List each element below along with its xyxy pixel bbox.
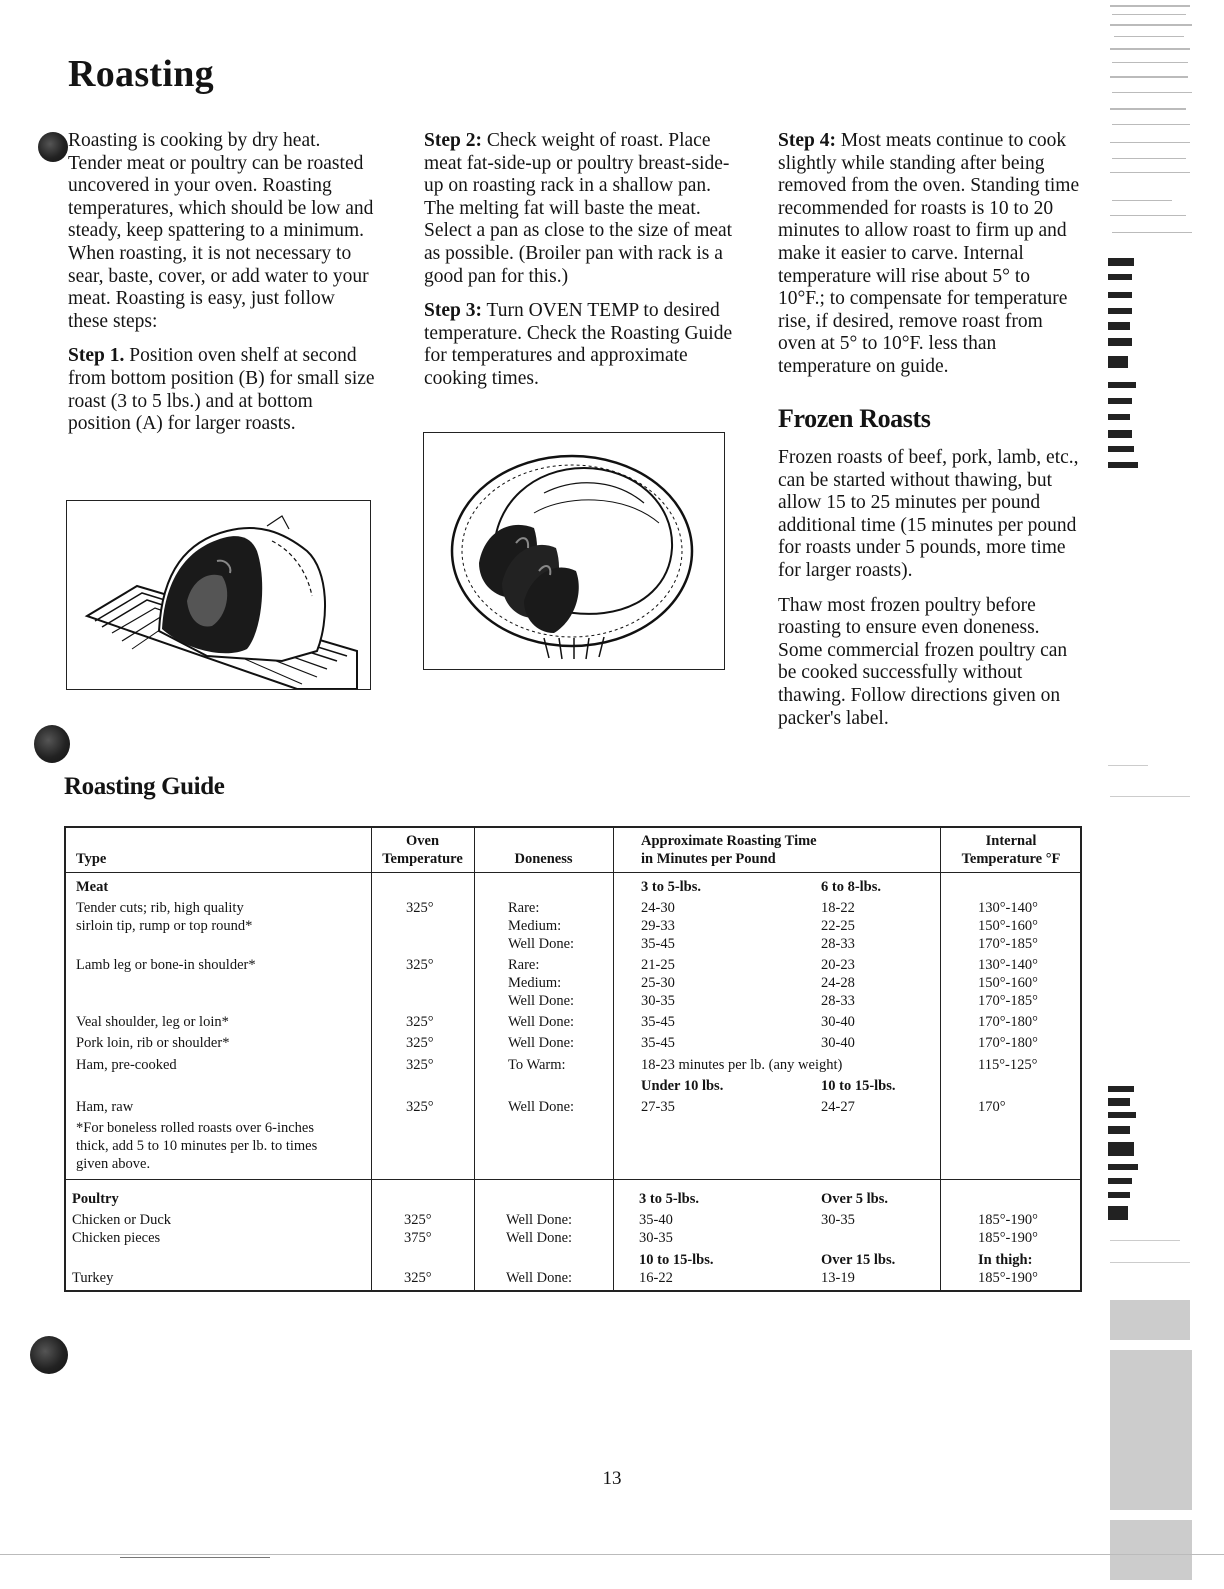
header-oven-2: Temperature: [382, 851, 463, 867]
ham-weight-10-15: 10 to 15-lbs.: [821, 1078, 896, 1094]
boneless-note-2: thick, add 5 to 10 minutes per lb. to times: [76, 1138, 318, 1154]
row-pieces-int: 185°-190°: [978, 1230, 1038, 1246]
row-chicken-temp: 325°: [404, 1212, 432, 1228]
row-tender-temp: 325°: [406, 900, 434, 916]
row-veal-temp: 325°: [406, 1014, 434, 1030]
row-pieces-temp: 375°: [404, 1230, 432, 1246]
row-lamb-b-medium: 24-28: [821, 975, 855, 991]
row-lamb-b-well: 28-33: [821, 993, 855, 1009]
header-time-2: in Minutes per Pound: [641, 851, 776, 867]
row-turkey-a: 16-22: [639, 1270, 673, 1286]
roasting-guide-table: [64, 826, 1082, 1292]
row-pork-temp: 325°: [406, 1035, 434, 1051]
row-ham-precooked-int: 115°-125°: [978, 1057, 1038, 1073]
row-veal-int: 170°-180°: [978, 1014, 1038, 1030]
row-pieces-a: 30-35: [639, 1230, 673, 1246]
row-ham-precooked-done: To Warm:: [508, 1057, 566, 1073]
poultry-weight-large: Over 5 lbs.: [821, 1191, 888, 1207]
carved-roast-illustration: [423, 432, 725, 670]
row-tender-int-well: 170°-185°: [978, 936, 1038, 952]
turkey-weight-over-15: Over 15 lbs.: [821, 1252, 896, 1268]
row-turkey-int: 185°-190°: [978, 1270, 1038, 1286]
standing-column: [778, 130, 1080, 391]
row-lamb-a-rare: 21-25: [641, 957, 675, 973]
boneless-note-1: *For boneless rolled roasts over 6-inches: [76, 1120, 314, 1136]
row-lamb-int-rare: 130°-140°: [978, 957, 1038, 973]
header-type: Type: [76, 851, 107, 867]
meat-weight-small: 3 to 5-lbs.: [641, 879, 702, 895]
step2-text: Check weight of roast. Place meat fat-side-up or poultry breast-side-up on roasting rack in a shallow pan. The melting fat will baste the meat. Select a pan as close to the size of meat as possible. (Broiler pan with rack is a good pan for this.): [424, 130, 733, 287]
row-tender-b-well: 28-33: [821, 936, 855, 952]
row-tender-b-medium: 22-25: [821, 918, 855, 934]
poultry-weight-small: 3 to 5-lbs.: [639, 1191, 700, 1207]
binder-hole-bottom: [30, 1336, 68, 1374]
intro-column: [68, 130, 378, 448]
binder-hole-top: [38, 132, 68, 162]
bottom-scan-edge: [0, 1548, 1224, 1558]
row-veal-type: Veal shoulder, leg or loin*: [76, 1014, 229, 1030]
frozen-paragraph-1: Frozen roasts of beef, pork, lamb, etc., can be started without thawing, but allow 15 to 25 minutes per pound additional time (15 minutes per pound for roasts under 5 pounds, more time for larger roasts).: [778, 447, 1079, 581]
section-poultry: Poultry: [72, 1191, 119, 1207]
page-number: 13: [602, 1468, 622, 1489]
row-ham-raw-b: 24-27: [821, 1099, 855, 1115]
row-tender-int-rare: 130°-140°: [978, 900, 1038, 916]
row-ham-precooked-time: 18-23 minutes per lb. (any weight): [641, 1057, 843, 1073]
row-turkey-type: Turkey: [72, 1270, 114, 1286]
row-chicken-b: 30-35: [821, 1212, 855, 1228]
row-pork-type: Pork loin, rib or shoulder*: [76, 1035, 230, 1051]
step3-text: Turn OVEN TEMP to desired temperature. Check the Roasting Guide for temperatures and approximate cooking times.: [424, 300, 733, 389]
meat-weight-large: 6 to 8-lbs.: [821, 879, 882, 895]
row-chicken-type: Chicken or Duck: [72, 1212, 172, 1228]
frozen-roasts-heading: Frozen Roasts: [778, 404, 931, 433]
step3-paragraph: [424, 300, 736, 390]
boneless-note-3: given above.: [76, 1156, 151, 1172]
row-tender-a-rare: 24-30: [641, 900, 675, 916]
row-chicken-a: 35-40: [639, 1212, 673, 1228]
row-veal-done: Well Done:: [508, 1014, 575, 1030]
row-lamb-a-medium: 25-30: [641, 975, 675, 991]
row-turkey-done: Well Done:: [506, 1270, 573, 1286]
step4-label: Step 4:: [778, 130, 836, 151]
row-tender-done-rare: Rare:: [508, 900, 540, 916]
row-turkey-b: 13-19: [821, 1270, 855, 1286]
row-turkey-temp: 325°: [404, 1270, 432, 1286]
row-pieces-done: Well Done:: [506, 1230, 573, 1246]
step2-label: Step 2:: [424, 130, 482, 151]
header-doneness: Doneness: [514, 851, 573, 867]
row-veal-a: 35-45: [641, 1014, 675, 1030]
row-ham-precooked-temp: 325°: [406, 1057, 434, 1073]
row-ham-raw-a: 27-35: [641, 1099, 675, 1115]
step4-text: Most meats continue to cook slightly while standing after being removed from the oven. Standing time recommended for roasts is 10 to 20 minutes to allow roast to firm up and make it easier to carve. Internal temperature will rise about 5° to 10°F.; to compensate for temperature rise, if desired, remove roast from oven at 5° to 10°F. less than temperature on guide.: [778, 130, 1080, 377]
row-ham-precooked-type: Ham, pre-cooked: [76, 1057, 177, 1073]
row-tender-done-well: Well Done:: [508, 936, 575, 952]
row-lamb-a-well: 30-35: [641, 993, 675, 1009]
header-oven-1: Oven: [405, 833, 440, 849]
roasting-guide-heading: Roasting Guide: [64, 773, 225, 800]
row-ham-raw-temp: 325°: [406, 1099, 434, 1115]
turkey-weight-10-15: 10 to 15-lbs.: [639, 1252, 714, 1268]
row-pork-done: Well Done:: [508, 1035, 575, 1051]
page-title: Roasting: [68, 53, 214, 95]
step1-paragraph: [68, 345, 378, 435]
row-lamb-done-well: Well Done:: [508, 993, 575, 1009]
step3-label: Step 3:: [424, 300, 482, 322]
row-tender-b-rare: 18-22: [821, 900, 855, 916]
row-lamb-temp: 325°: [406, 957, 434, 973]
row-lamb-int-well: 170°-185°: [978, 993, 1038, 1009]
row-veal-b: 30-40: [821, 1014, 855, 1030]
frozen-paragraph-2: Thaw most frozen poultry before roasting to ensure even doneness. Some commercial frozen poultry can be cooked successfully without thawing. Follow directions given on packer's label.: [778, 594, 1068, 729]
row-tender-type-2: sirloin tip, rump or top round*: [76, 918, 253, 934]
row-tender-int-medium: 150°-160°: [978, 918, 1038, 934]
step1-text: Position oven shelf at second from bottom position (B) for small size roast (3 to 5 lbs.) and at bottom position (A) for larger roasts.: [68, 345, 375, 435]
row-tender-a-well: 35-45: [641, 936, 675, 952]
row-pork-int: 170°-180°: [978, 1035, 1038, 1051]
row-lamb-done-rare: Rare:: [508, 957, 540, 973]
row-ham-raw-int: 170°: [978, 1099, 1006, 1115]
turkey-in-thigh: In thigh:: [978, 1252, 1033, 1268]
steps-column: [424, 130, 736, 403]
row-tender-a-medium: 29-33: [641, 918, 675, 934]
row-ham-raw-type: Ham, raw: [76, 1099, 134, 1115]
row-tender-type-1: Tender cuts; rib, high quality: [76, 900, 244, 916]
row-lamb-type: Lamb leg or bone-in shoulder*: [76, 957, 256, 973]
row-chicken-int: 185°-190°: [978, 1212, 1038, 1228]
row-lamb-done-medium: Medium:: [508, 975, 562, 991]
frozen-roasts-text: [778, 447, 1084, 742]
step2-paragraph: [424, 130, 736, 288]
ham-weight-under-10: Under 10 lbs.: [641, 1078, 724, 1094]
row-pork-b: 30-40: [821, 1035, 855, 1051]
step1-label: Step 1.: [68, 345, 125, 367]
scan-edge-artifacts: [1106, 0, 1196, 1584]
header-internal-1: Internal: [985, 833, 1037, 849]
row-lamb-int-medium: 150°-160°: [978, 975, 1038, 991]
row-tender-done-medium: Medium:: [508, 918, 562, 934]
header-time-1: Approximate Roasting Time: [641, 833, 817, 849]
row-lamb-b-rare: 20-23: [821, 957, 855, 973]
header-internal-2: Temperature °F: [961, 851, 1061, 867]
binder-hole-middle: [34, 725, 70, 763]
row-chicken-done: Well Done:: [506, 1212, 573, 1228]
row-pieces-type: Chicken pieces: [72, 1230, 161, 1246]
roast-on-rack-illustration: [66, 500, 371, 690]
intro-paragraph: Roasting is cooking by dry heat. Tender meat or poultry can be roasted uncovered in your oven. Roasting temperatures, which should be low and steady, keep spattering to a minimum. When roasting, it is not necessary to sear, baste, cover, or add water to your meat. Roasting is easy, just follow these steps:: [68, 130, 374, 332]
row-ham-raw-done: Well Done:: [508, 1099, 575, 1115]
step4-paragraph: [778, 130, 1080, 379]
row-pork-a: 35-45: [641, 1035, 675, 1051]
section-meat: Meat: [76, 879, 109, 895]
